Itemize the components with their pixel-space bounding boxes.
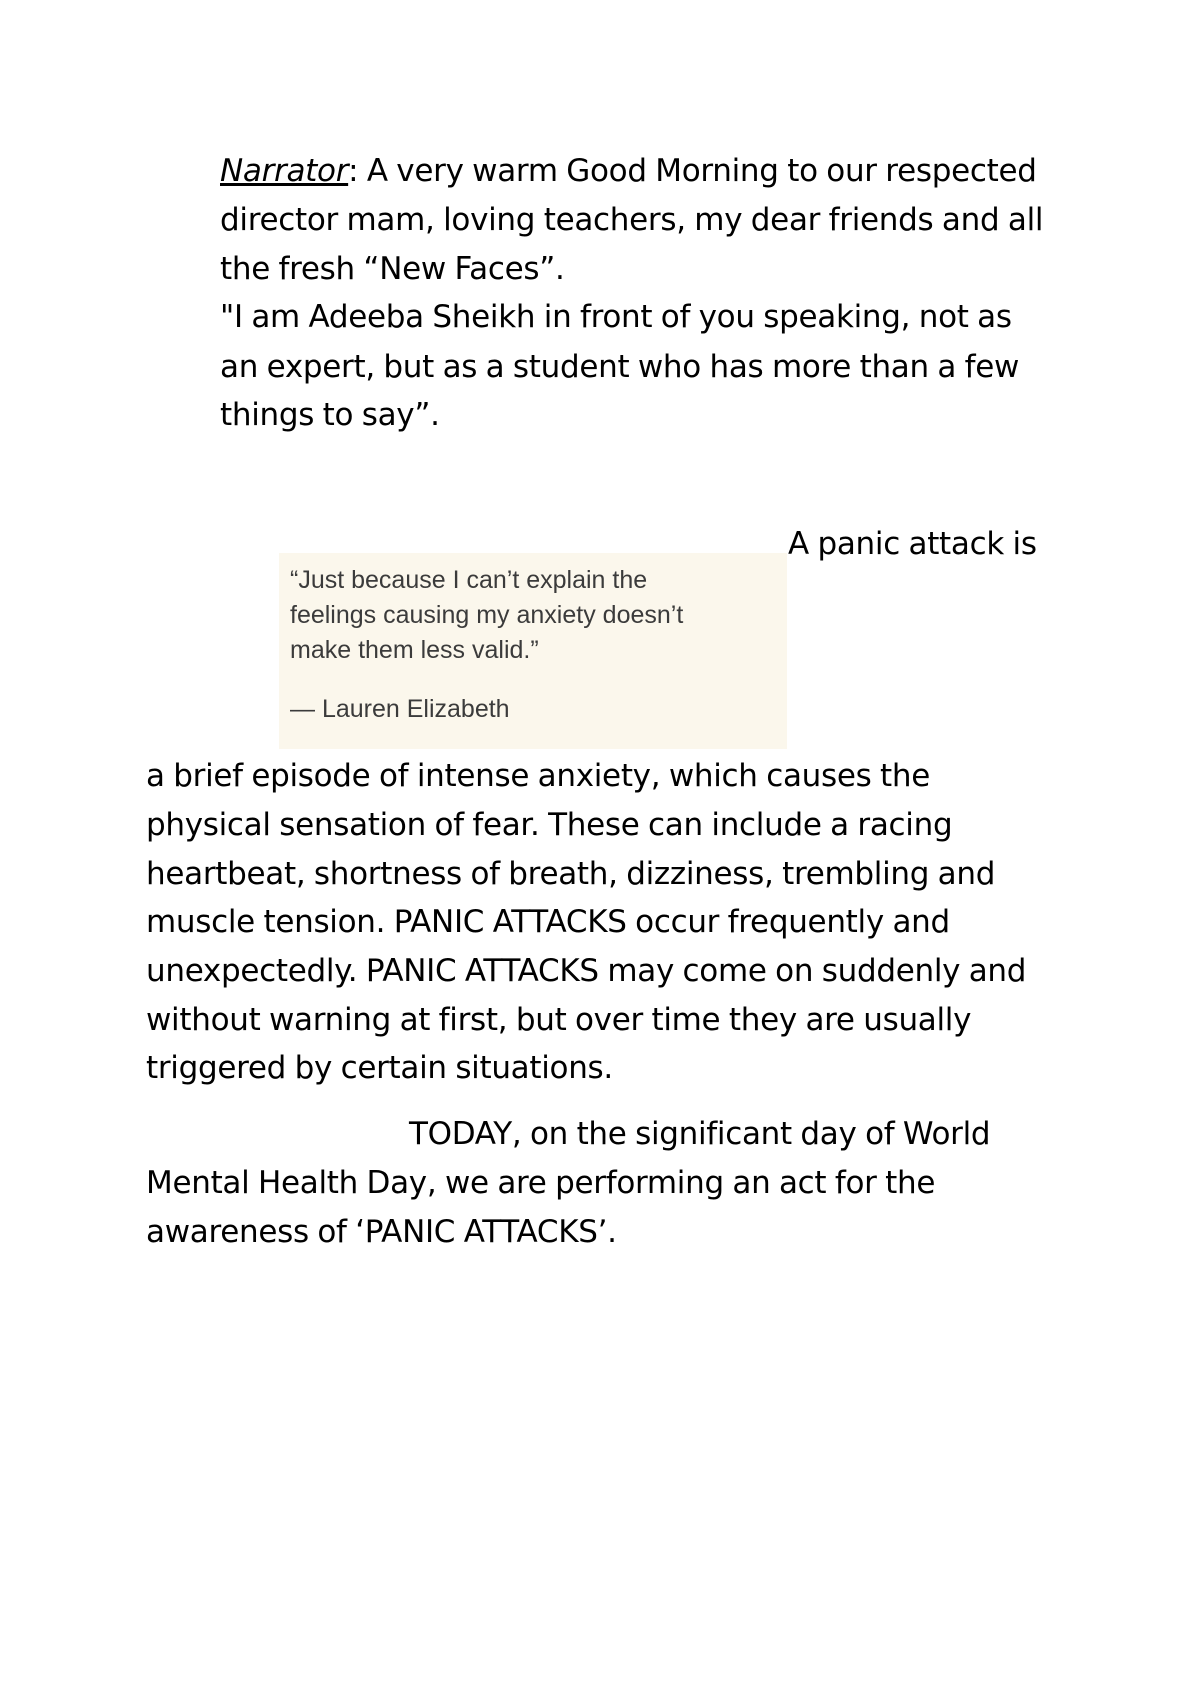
quote-author: — Lauren Elizabeth — [290, 695, 510, 723]
speaker-separator: : — [348, 153, 359, 189]
intro-line-4: "I am Adeeba Sheikh in front of you speaking, not as — [220, 299, 1012, 335]
intro-line-5: an expert, but as a student who has more than a few — [220, 349, 1020, 385]
speaker-label: Narrator — [220, 153, 349, 189]
quote-line-3: make them less valid.” — [290, 636, 539, 664]
panic-lead: A panic attack is — [788, 526, 1037, 562]
panic-line-4: muscle tension. PANIC ATTACKS occur frequently and — [146, 904, 950, 940]
intro-line-2: director mam, loving teachers, my dear friends and all — [220, 202, 1044, 238]
quote-card — [279, 553, 787, 749]
closing-line-2: Mental Health Day, we are performing an act for the — [146, 1165, 936, 1201]
panic-line-6: without warning at first, but over time they are usually — [146, 1002, 972, 1038]
panic-line-2: physical sensation of fear. These can include a racing — [146, 807, 953, 843]
quote-line-2: feelings causing my anxiety doesn’t — [290, 601, 684, 629]
closing-line-3: awareness of ‘PANIC ATTACKS’. — [146, 1214, 617, 1250]
intro-line-6: things to say”. — [220, 397, 440, 433]
panic-line-7: triggered by certain situations. — [146, 1050, 613, 1086]
panic-line-1: a brief episode of intense anxiety, which causes the — [146, 758, 930, 794]
intro-line-1-text: A very warm Good Morning to our respected — [358, 153, 1037, 189]
quote-line-1: “Just because I can’t explain the — [290, 566, 648, 594]
panic-line-3: heartbeat, shortness of breath, dizziness, trembling and — [146, 856, 996, 892]
panic-line-5: unexpectedly. PANIC ATTACKS may come on suddenly and — [146, 953, 1027, 989]
intro-line-1 — [220, 153, 1037, 189]
intro-line-3: the fresh “New Faces”. — [220, 251, 565, 287]
closing-line-1: TODAY, on the significant day of World — [409, 1116, 991, 1152]
